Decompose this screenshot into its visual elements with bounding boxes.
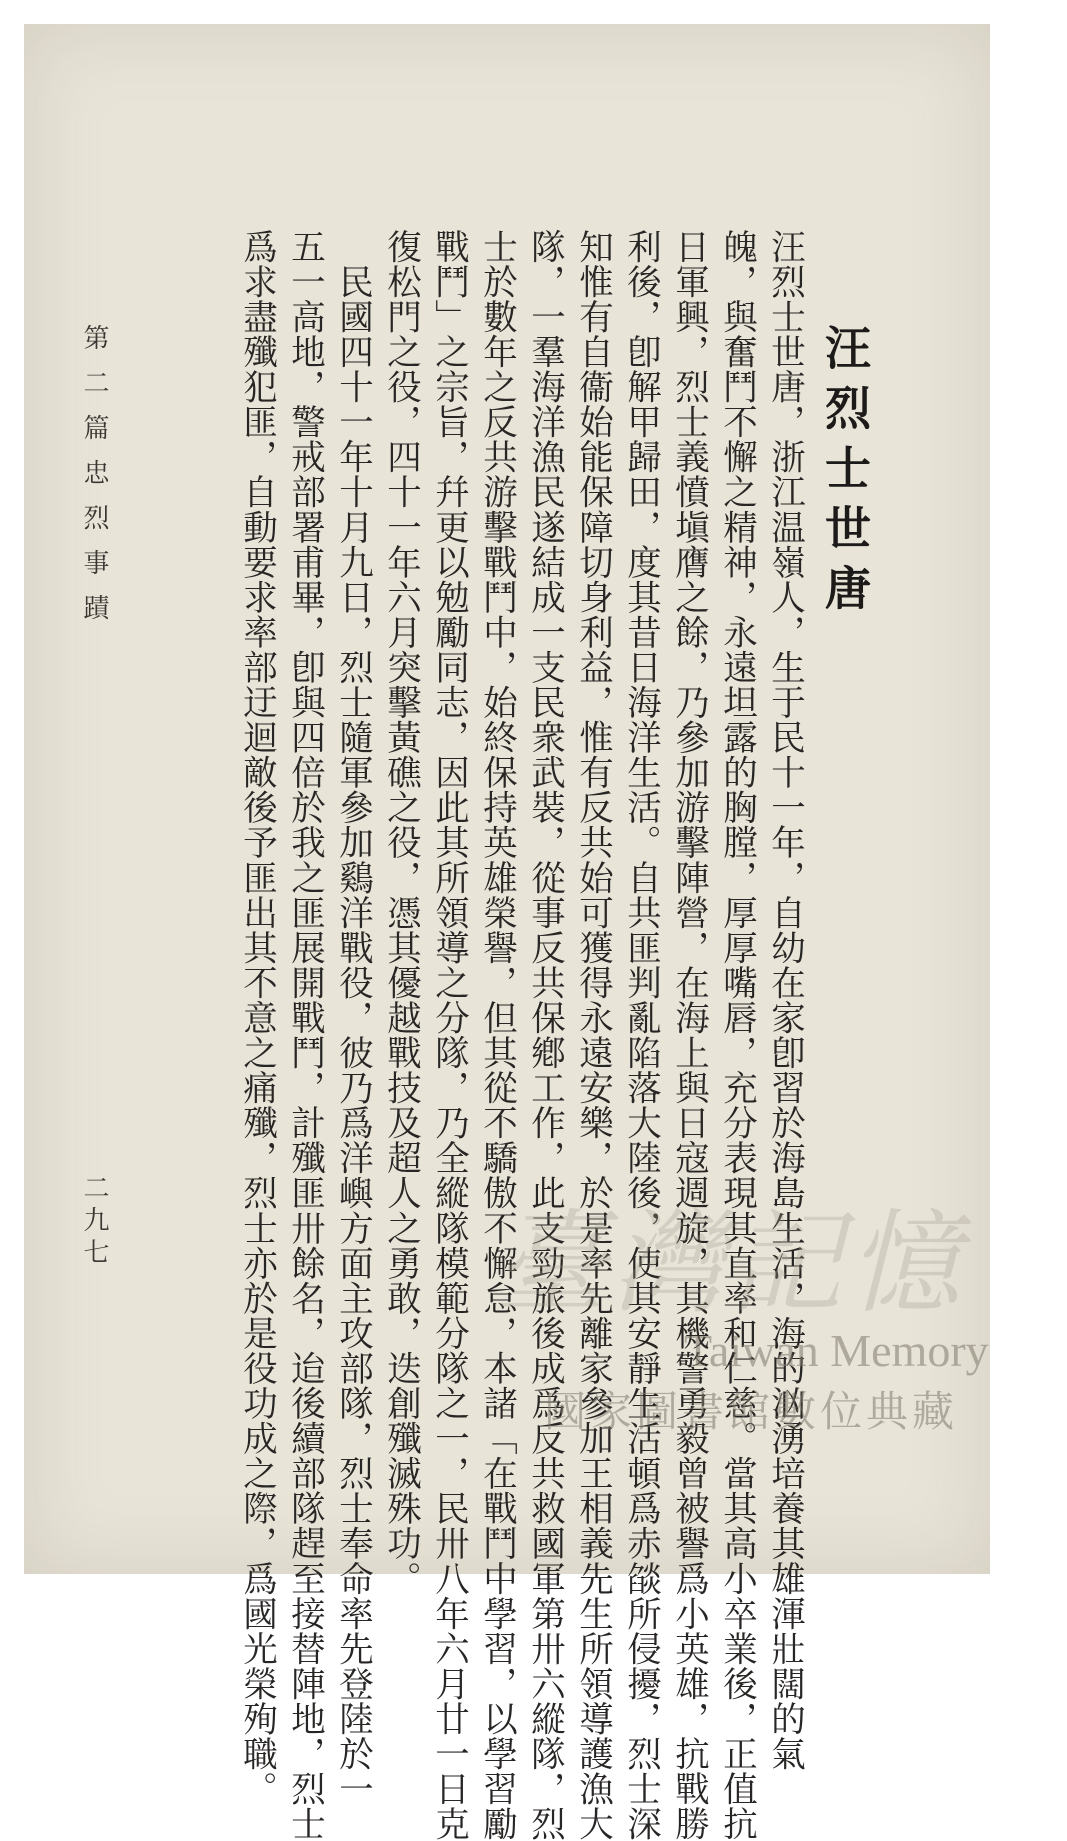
watermark-english: Taiwan Memory <box>684 1325 989 1376</box>
body-column-10: 民國四十一年十月九日，烈士隨軍參加鷄洋戰役，彼乃爲洋嶼方面主攻部隊，烈士奉命率先登陸於一 <box>332 229 373 1807</box>
body-column-8: 戰鬥」之宗旨，幷更以勉勵同志，因此其所領導之分隊，乃全縱隊模範分隊之一，民卅八年六月廿一日克 <box>428 229 469 1841</box>
body-column-3: 日軍興，烈士義憤塡膺之餘，乃參加游擊陣營，在海上與日寇週旋，其機警勇毅曾被譽爲小英雄，抗戰勝 <box>668 229 709 1841</box>
body-column-1: 汪烈士世唐，浙江温嶺人，生于民十一年，自幼在家卽習於海島生活，海的汹湧培養其雄渾壯闊的氣 <box>764 229 805 1772</box>
taiwan-memory-watermark <box>494 1174 989 1454</box>
article-title: 汪烈士世唐 <box>818 324 872 624</box>
body-column-4: 利後，卽解甲歸田，度其昔日海洋生活。自共匪判亂陷落大陸後，使其安靜生活頓爲赤燄所侵擾，烈士深 <box>620 229 661 1841</box>
document-page <box>24 24 990 1841</box>
body-column-5: 知惟有自衞始能保障切身利益，惟有反共始可獲得永遠安樂，於是率先離家參加王相義先生所領導護漁大 <box>572 229 613 1841</box>
watermark-chinese: 國家圖書館數位典藏 <box>544 1387 959 1436</box>
body-column-12: 爲求盡殲犯匪，自動要求率部迂迴敵後予匪出其不意之痛殲，烈士亦於是役功成之際，爲國光榮殉職。 <box>236 229 277 1807</box>
body-column-6: 隊，一羣海洋漁民遂結成一支民衆武裝，從事反共保鄕工作，此支勁旅後成爲反共救國軍第卅六縱隊，烈 <box>524 229 565 1841</box>
watermark-logo-glyph: 臺灣記憶 <box>494 1203 966 1327</box>
chapter-header: 第二篇忠烈事蹟 <box>79 324 109 639</box>
body-column-2: 魄，與奮鬥不懈之精神，永遠坦露的胸膛，厚厚嘴唇，充分表現其直率和仁慈。當其高小卒業後，正值抗 <box>716 229 757 1841</box>
body-column-11: 五一高地，警戒部署甫畢，卽與四倍於我之匪展開戰鬥，計殲匪卅餘名，迨後續部隊趕至接替陣地，烈士 <box>284 229 325 1841</box>
page-number: 二九七 <box>79 1174 109 1270</box>
body-column-9: 復松門之役，四十一年六月突擊黃礁之役，憑其優越戰技及超人之勇敢，迭創殲滅殊功。 <box>380 229 421 1596</box>
body-column-7: 士於數年之反共游擊戰鬥中，始終保持英雄榮譽，但其從不驕傲不懈怠，本諸「在戰鬥中學習，以學習勵 <box>476 229 517 1841</box>
